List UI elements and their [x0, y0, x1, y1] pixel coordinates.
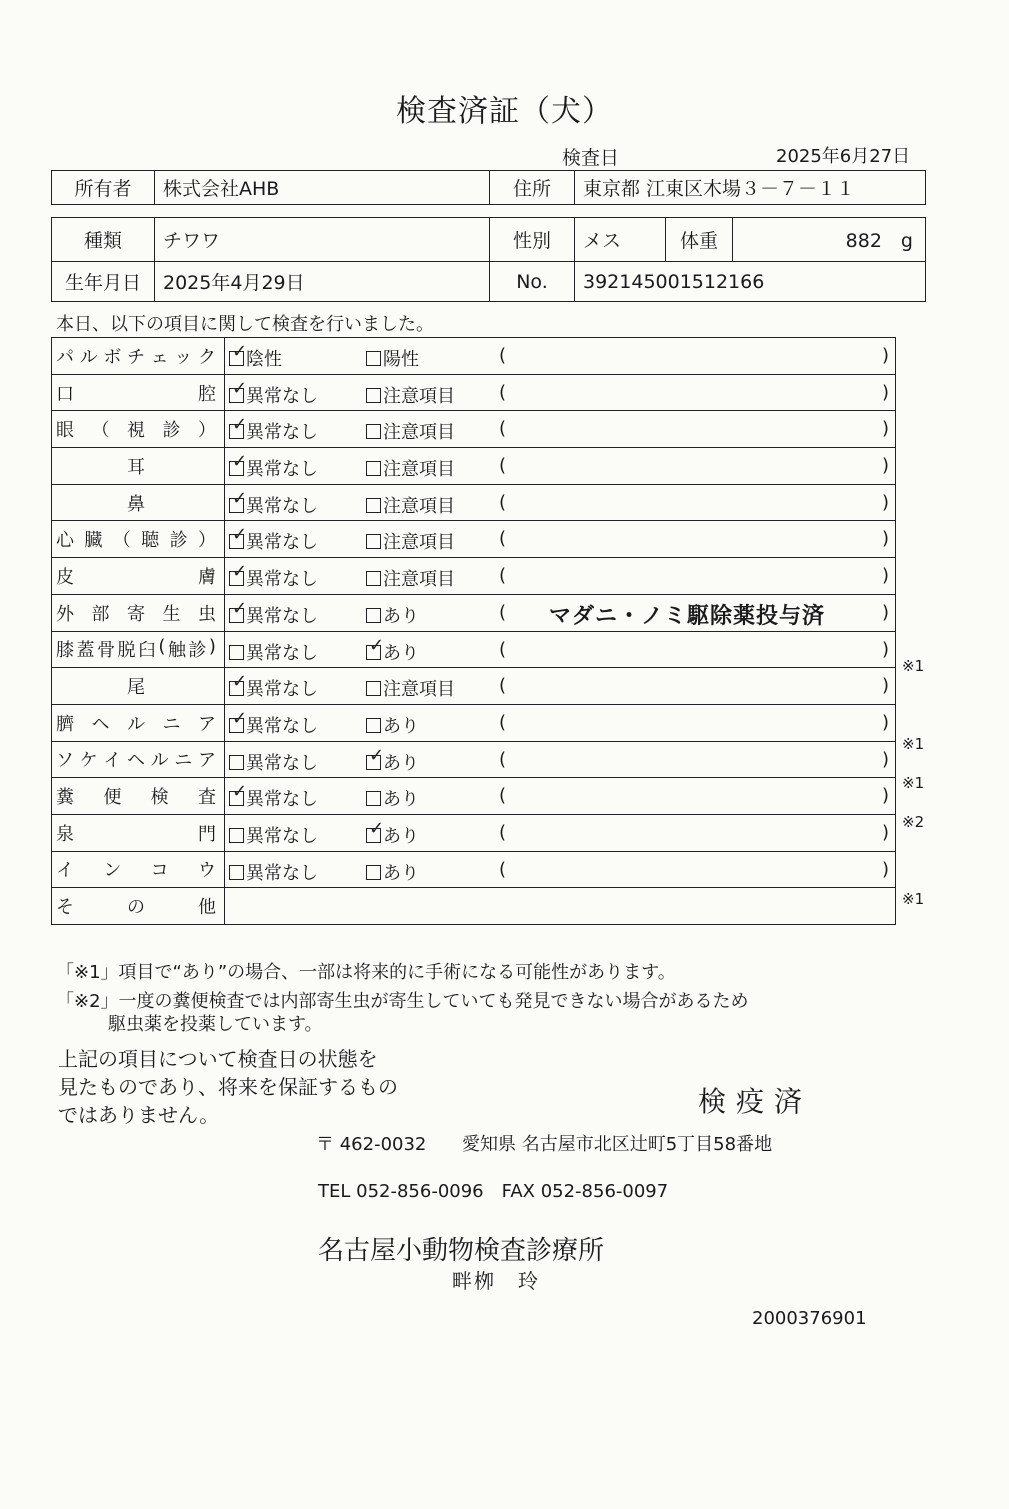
inspection-row [52, 411, 896, 448]
option-abnormal[interactable] [366, 785, 419, 811]
item-label-char: 蓋 [76, 640, 95, 662]
sex-label: 性別 [490, 218, 575, 262]
item-label-char: 部 [91, 603, 110, 625]
inspection-row [52, 521, 896, 558]
footnote-2: 「※2」一度の糞便検査では内部寄生虫が寄生していても発見できない場合があるため [56, 991, 749, 1012]
item-label [56, 783, 216, 809]
checkbox-icon[interactable] [229, 424, 244, 439]
item-label-char: 診 [162, 420, 181, 442]
paren-close: ) [882, 345, 890, 366]
item-label-char: 耳 [127, 456, 145, 478]
checkbox-icon[interactable] [229, 755, 244, 770]
option-normal[interactable] [229, 565, 318, 591]
item-label-char: ） [197, 530, 216, 552]
option-label: 注意項目 [383, 459, 455, 481]
checkbox-icon[interactable] [366, 865, 381, 880]
item-label [56, 710, 216, 736]
item-label-char: ヘ [126, 750, 145, 772]
paren-open: ( [499, 821, 507, 843]
paren-close: ) [882, 785, 890, 807]
item-label [56, 526, 216, 552]
paren-open: ( [499, 345, 507, 366]
item-label-char: ボ [103, 346, 122, 368]
option-label: 注意項目 [383, 532, 455, 554]
dob-value: 2025年4月29日 [155, 262, 490, 302]
item-label-char: ア [198, 713, 216, 735]
item-label-char: 診 [188, 640, 207, 662]
item-label [56, 600, 216, 626]
item-label-char: ） [198, 420, 216, 442]
item-label-char: 門 [198, 823, 216, 845]
option-label: 注意項目 [383, 385, 455, 407]
item-label-char: の [127, 897, 145, 919]
checkbox-icon[interactable] [366, 718, 381, 733]
option-normal[interactable] [229, 749, 318, 775]
item-label-char: ル [150, 750, 169, 772]
disclaimer-line-2: 見たものであり、将来を保証するもの [58, 1075, 398, 1099]
vet-name: 畔栁 玲 [452, 1269, 540, 1293]
item-label [56, 563, 216, 589]
option-abnormal[interactable] [366, 455, 455, 481]
option-normal[interactable] [229, 785, 318, 811]
paren-open: ( [499, 565, 507, 587]
clinic-address: 愛知県 名古屋市北区辻町5丁目58番地 [462, 1134, 773, 1155]
checkbox-icon[interactable] [229, 608, 244, 623]
item-label-char: 検 [150, 787, 169, 809]
item-label-char: 尾 [127, 677, 145, 699]
item-label-char: チ [126, 346, 145, 368]
paren-open: ( [499, 785, 507, 807]
item-label-char: パ [56, 346, 74, 368]
item-label-char: 便 [103, 787, 122, 809]
option-label: あり [383, 825, 419, 847]
option-normal[interactable] [229, 675, 318, 701]
item-result-cell [225, 668, 896, 705]
option-abnormal[interactable] [366, 712, 419, 738]
item-label-cell [52, 814, 225, 851]
checkbox-icon[interactable] [229, 718, 244, 733]
option-normal[interactable] [229, 822, 318, 848]
inspection-row [52, 778, 896, 815]
option-label: 異常なし [246, 569, 318, 591]
item-label-char: ッ [174, 346, 193, 368]
option-label: 異常なし [246, 789, 318, 811]
item-label [56, 453, 216, 479]
item-label-char: ク [197, 346, 216, 368]
item-result-cell [225, 741, 896, 778]
inspection-row [52, 741, 896, 778]
item-label-char: 糞 [56, 787, 74, 809]
quarantine-stamp: 検疫済 [698, 1085, 813, 1118]
inspection-row [52, 631, 896, 668]
item-label-char: 口 [56, 383, 74, 405]
inspection-row [52, 594, 896, 631]
document-title: 検査済証（犬） [396, 94, 613, 129]
checkbox-icon[interactable] [366, 571, 381, 586]
option-label: 異常なし [246, 422, 318, 444]
option-label: 陰性 [246, 349, 282, 370]
owner-table [51, 170, 926, 205]
item-label-char: 膚 [198, 566, 216, 588]
item-label-char: イ [103, 750, 122, 772]
item-label-char: イ [56, 860, 74, 882]
option-label: 異常なし [246, 862, 318, 884]
checkbox-icon[interactable] [366, 791, 381, 806]
inspection-row [52, 374, 896, 411]
item-label-cell [52, 668, 225, 705]
item-label-char: 骨 [96, 640, 115, 662]
paren-close: ) [882, 528, 890, 550]
option-normal[interactable] [229, 492, 318, 518]
item-label-char: ア [197, 750, 216, 772]
option-abnormal[interactable] [366, 675, 455, 701]
item-result-cell [225, 521, 896, 558]
option-abnormal[interactable] [366, 565, 455, 591]
item-result-cell [225, 594, 896, 631]
option-label: 注意項目 [383, 679, 455, 701]
checkbox-icon[interactable] [366, 351, 381, 366]
item-label-cell [52, 704, 225, 741]
item-label-char: ケ [79, 750, 98, 772]
paren-close: ) [882, 858, 890, 880]
item-result-cell [225, 631, 896, 668]
option-label: 異常なし [246, 752, 318, 774]
option-abnormal[interactable] [366, 859, 419, 885]
item-label-char: 虫 [198, 603, 216, 625]
paren-close: ) [882, 675, 890, 697]
item-result-cell [225, 484, 896, 521]
inspection-row [52, 558, 896, 595]
paren-open: ( [499, 491, 507, 513]
item-label-char: 査 [197, 787, 216, 809]
item-label-cell [52, 338, 225, 375]
item-label-cell [52, 851, 225, 888]
item-label-cell [52, 558, 225, 595]
paren-open: ( [499, 638, 507, 660]
paren-close: ) [882, 711, 890, 733]
option-label: 異常なし [246, 642, 318, 664]
option-label: あり [383, 715, 419, 737]
option-label: 異常なし [246, 495, 318, 517]
number-label: No. [490, 262, 575, 302]
item-label-char: ル [79, 346, 98, 368]
item-result-cell [225, 558, 896, 595]
option-label: 異常なし [246, 532, 318, 554]
checkbox-icon[interactable] [366, 424, 381, 439]
weight-value: 882 g [733, 218, 926, 262]
item-label-char: 臼 [137, 640, 156, 662]
option-label: あり [383, 642, 419, 664]
item-label-char: ル [127, 713, 145, 735]
option-label: あり [383, 862, 419, 884]
paren-open: ( [499, 711, 507, 733]
item-label-char: ヘ [91, 713, 110, 735]
item-label-char: 臓 [84, 530, 103, 552]
checkbox-icon[interactable] [229, 828, 244, 843]
item-label-char: 膝 [56, 640, 74, 662]
checkbox-icon[interactable] [229, 645, 244, 660]
paren-open: ( [499, 418, 507, 440]
item-label-cell [52, 741, 225, 778]
checkbox-icon[interactable] [366, 828, 381, 843]
footnote-marker: ※2 [902, 812, 925, 831]
item-label-char: ン [103, 860, 122, 882]
item-label [56, 343, 216, 369]
paren-close: ) [882, 455, 890, 477]
inspection-table [51, 337, 896, 925]
checkbox-icon[interactable] [229, 571, 244, 586]
option-normal[interactable] [229, 455, 318, 481]
paren-close: ) [882, 638, 890, 660]
item-label-char: ウ [197, 860, 216, 882]
inspection-row [52, 814, 896, 851]
option-abnormal[interactable] [366, 602, 419, 628]
item-label-char: 皮 [56, 566, 74, 588]
checkbox-icon[interactable] [229, 498, 244, 513]
checkbox-icon[interactable] [366, 498, 381, 513]
option-abnormal[interactable] [366, 749, 419, 775]
inspection-row [52, 484, 896, 521]
option-label: 異常なし [246, 715, 318, 737]
item-result-cell [225, 338, 896, 375]
option-label: 注意項目 [383, 422, 455, 444]
item-label-char: 臍 [56, 713, 74, 735]
remark-text: マダニ・ノミ駆除薬投与済 [549, 603, 826, 629]
inspection-date-value: 2025年6月27日 [776, 146, 911, 167]
option-label: 異常なし [246, 385, 318, 407]
option-abnormal[interactable] [366, 418, 455, 444]
option-normal[interactable] [229, 602, 318, 628]
item-label-cell [52, 484, 225, 521]
paren-close: ) [882, 565, 890, 587]
paren-open: ( [499, 748, 507, 770]
item-label-cell [52, 448, 225, 485]
option-abnormal[interactable] [366, 822, 419, 848]
footnote-marker: ※1 [902, 890, 925, 909]
address-label: 住所 [490, 171, 575, 205]
paren-close: ) [882, 601, 890, 623]
postal-code: 〒 462-0032 [316, 1134, 427, 1155]
paren-open: ( [499, 528, 507, 550]
item-result-cell [225, 851, 896, 888]
item-label [56, 893, 216, 919]
tel-fax: TEL 052-856-0096 FAX 052-856-0097 [318, 1181, 669, 1202]
item-result-cell [225, 704, 896, 741]
disclaimer-line-3: ではありません。 [58, 1103, 220, 1127]
item-result-cell [225, 374, 896, 411]
option-label: あり [383, 605, 419, 627]
footnote-2-cont: 駆虫薬を投薬しています。 [108, 1014, 323, 1035]
weight-label: 体重 [666, 218, 733, 262]
option-normal[interactable] [229, 382, 318, 408]
item-label-char: ニ [174, 750, 193, 772]
option-label: 異常なし [246, 459, 318, 481]
footnote-marker: ※1 [902, 657, 925, 676]
checkbox-icon[interactable] [366, 534, 381, 549]
paren-open: ( [499, 601, 507, 623]
number-value: 392145001512166 [575, 262, 926, 302]
item-result-cell [225, 411, 896, 448]
item-label-char: 脱 [117, 640, 136, 662]
option-abnormal[interactable] [366, 492, 455, 518]
item-label-char: 鼻 [127, 493, 145, 515]
option-normal[interactable] [229, 528, 318, 554]
item-label [56, 856, 216, 882]
item-label-cell [52, 888, 225, 925]
item-label-char: 他 [198, 897, 216, 919]
option-label: 異常なし [246, 825, 318, 847]
inspection-date-label: 検査日 [562, 147, 620, 169]
item-label-char: 診 [169, 530, 188, 552]
paren-close: ) [882, 381, 890, 403]
checkbox-icon[interactable] [229, 351, 244, 366]
animal-table [51, 217, 926, 302]
serial-number: 2000376901 [752, 1308, 867, 1329]
dob-label: 生年月日 [52, 262, 155, 302]
item-label-char: ( [158, 636, 166, 658]
item-result-cell [225, 778, 896, 815]
item-label-char: ニ [162, 713, 181, 735]
checkbox-icon[interactable] [229, 388, 244, 403]
owner-value: 株式会社AHB [155, 171, 490, 205]
item-result-cell [225, 814, 896, 851]
item-label-char: （ [112, 530, 131, 552]
inspection-row [52, 448, 896, 485]
checkbox-icon[interactable] [229, 461, 244, 476]
option-label: 注意項目 [383, 569, 455, 591]
paren-open: ( [499, 381, 507, 403]
sex-value: メス [575, 218, 666, 262]
item-label-cell [52, 594, 225, 631]
paren-close: ) [882, 418, 890, 440]
checkbox-icon[interactable] [366, 645, 381, 660]
breed-label: 種類 [52, 218, 155, 262]
inspection-row [52, 704, 896, 741]
item-label [56, 746, 216, 772]
option-normal[interactable] [229, 712, 318, 738]
footnote-marker: ※1 [902, 735, 925, 753]
item-label-char: 泉 [56, 823, 74, 845]
item-label-char: そ [56, 897, 74, 919]
item-label-char: 外 [56, 603, 74, 625]
option-abnormal[interactable] [366, 639, 419, 665]
item-label [56, 820, 216, 846]
item-label [56, 416, 216, 442]
inspection-row [52, 851, 896, 888]
item-label-cell [52, 631, 225, 668]
item-label [56, 380, 216, 406]
option-label: あり [383, 789, 419, 811]
paren-close: ) [882, 748, 890, 770]
paren-open: ( [499, 858, 507, 880]
option-abnormal[interactable] [366, 382, 455, 408]
checkbox-icon[interactable] [366, 608, 381, 623]
item-label [56, 636, 216, 662]
item-label-char: （ [91, 420, 110, 442]
option-label: あり [383, 752, 419, 774]
item-label-char: 心 [56, 530, 74, 552]
option-label: 注意項目 [383, 495, 455, 517]
item-label-char: ) [208, 636, 216, 658]
clinic-name: 名古屋小動物検査診療所 [318, 1236, 605, 1266]
footnote-1: 「※1」項目で“あり”の場合、一部は将来的に手術になる可能性があります。 [56, 962, 676, 983]
checkbox-icon[interactable] [229, 865, 244, 880]
item-label-cell [52, 411, 225, 448]
item-label-char: ソ [56, 750, 74, 772]
checkbox-icon[interactable] [229, 681, 244, 696]
item-label-cell [52, 778, 225, 815]
option-normal[interactable] [229, 859, 318, 885]
inspection-row [52, 668, 896, 705]
item-result-cell [225, 448, 896, 485]
option-normal[interactable] [229, 345, 282, 371]
checkbox-icon[interactable] [366, 681, 381, 696]
item-label-char: 眼 [56, 420, 74, 442]
item-label-char: コ [150, 860, 169, 882]
option-label: 異常なし [246, 679, 318, 701]
option-normal[interactable] [229, 418, 318, 444]
paren-open: ( [499, 455, 507, 477]
breed-value: チワワ [155, 218, 490, 262]
item-result-cell [225, 888, 896, 925]
checkbox-icon[interactable] [229, 791, 244, 806]
option-abnormal[interactable] [366, 345, 419, 371]
option-label: 異常なし [246, 605, 318, 627]
checkbox-icon[interactable] [366, 461, 381, 476]
item-label [56, 490, 216, 516]
option-normal[interactable] [229, 639, 318, 665]
item-label-char: 寄 [127, 603, 145, 625]
item-label-cell [52, 521, 225, 558]
footnote-marker: ※1 [902, 773, 925, 792]
paren-close: ) [882, 491, 890, 513]
inspection-row [52, 888, 896, 925]
item-label-cell [52, 374, 225, 411]
owner-label: 所有者 [52, 171, 155, 205]
item-label-char: ェ [150, 346, 169, 368]
intro-text: 本日、以下の項目に関して検査を行いました。 [56, 314, 434, 335]
item-label-char: 聴 [141, 530, 160, 552]
paren-close: ) [882, 821, 890, 843]
option-label: 陽性 [383, 349, 419, 370]
owner-address: 東京都 江東区木場３－７－１１ [575, 171, 926, 205]
disclaimer-line-1: 上記の項目について検査日の状態を [58, 1047, 378, 1071]
item-label-char: 視 [127, 420, 145, 442]
item-label-char: 生 [162, 603, 181, 625]
inspection-row [52, 338, 896, 375]
paren-open: ( [499, 675, 507, 697]
item-label-char: 触 [167, 640, 186, 662]
checkbox-icon[interactable] [229, 534, 244, 549]
item-label-char: 腔 [198, 383, 216, 405]
option-abnormal[interactable] [366, 528, 455, 554]
checkbox-icon[interactable] [366, 388, 381, 403]
item-label [56, 673, 216, 699]
checkbox-icon[interactable] [366, 755, 381, 770]
